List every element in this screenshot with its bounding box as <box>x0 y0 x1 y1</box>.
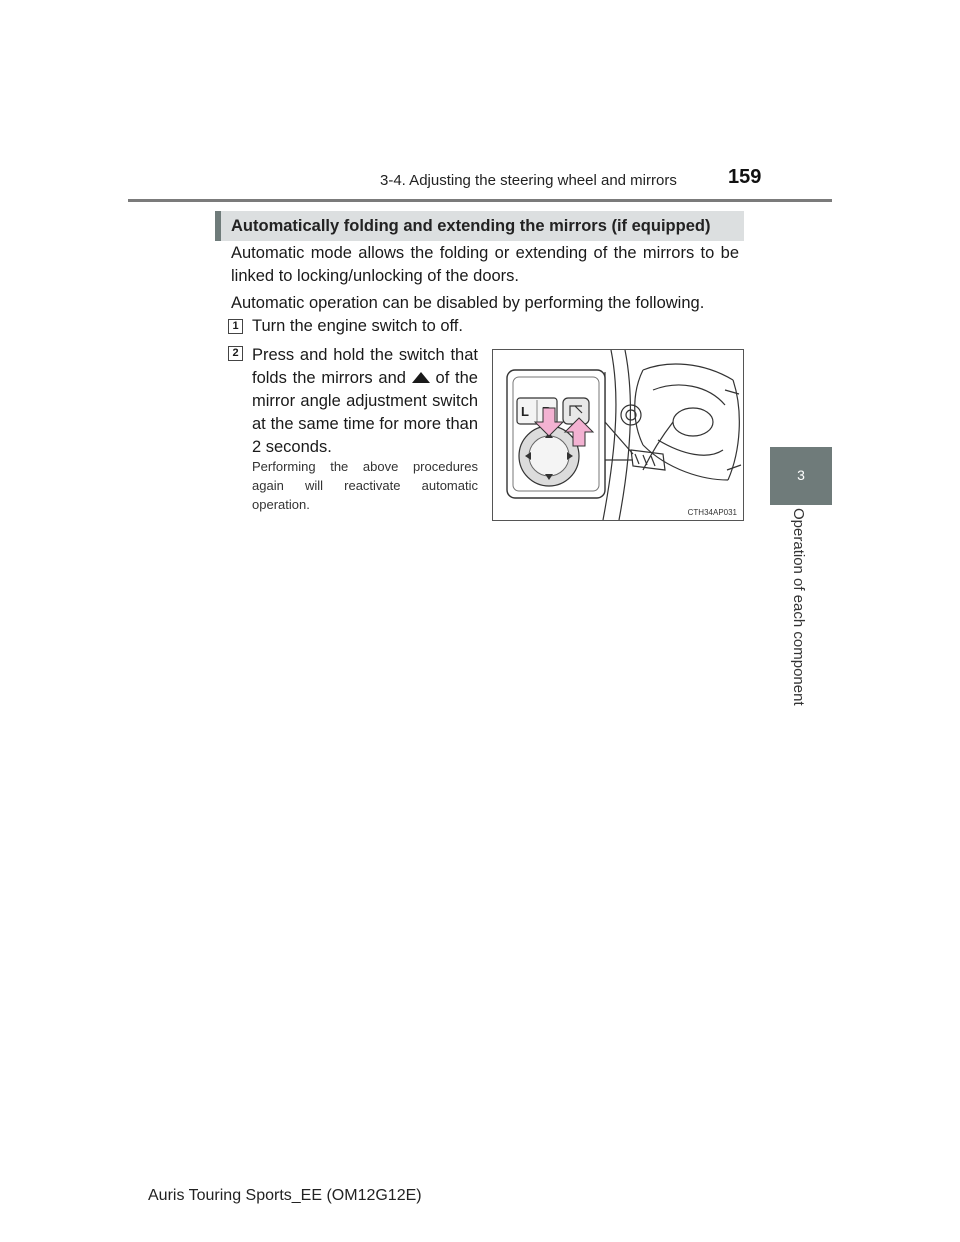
disable-intro-paragraph: Automatic operation can be disabled by performing the following. <box>231 294 705 312</box>
step-text-after: of the mirror angle adjustment switch at the same time for more than 2 seconds. <box>252 369 478 456</box>
running-header: 3-4. Adjusting the steering wheel and mirrors <box>380 172 677 189</box>
switch-left-label: L <box>521 404 529 419</box>
intro-paragraph: Automatic mode allows the folding or extending of the mirrors to be linked to locking/unlocking of the doors. <box>231 244 739 285</box>
chapter-number: 3 <box>797 467 805 483</box>
mirror-switch-illustration <box>492 349 744 521</box>
figure-code: CTH34AP031 <box>687 508 737 517</box>
chapter-title: Operation of each component <box>790 508 807 706</box>
step-text <box>252 344 478 459</box>
footer-model: Auris Touring Sports_EE (OM12G12E) <box>148 1187 422 1204</box>
step-text-before: Press and hold the switch that folds the mirrors and <box>252 346 478 387</box>
step-text: Turn the engine switch to off. <box>252 317 463 335</box>
step-note: Performing the above procedures again will reactivate automatic operation. <box>252 459 478 512</box>
chapter-tab <box>770 447 832 505</box>
page-number: 159 <box>728 166 762 188</box>
illustration-drawing <box>493 350 743 520</box>
step-number-badge: 2 <box>228 346 243 361</box>
up-triangle-icon <box>412 372 430 383</box>
step-number-badge: 1 <box>228 319 243 334</box>
section-title: Automatically folding and extending the mirrors (if equipped) <box>215 211 744 241</box>
header-rule <box>128 199 832 202</box>
